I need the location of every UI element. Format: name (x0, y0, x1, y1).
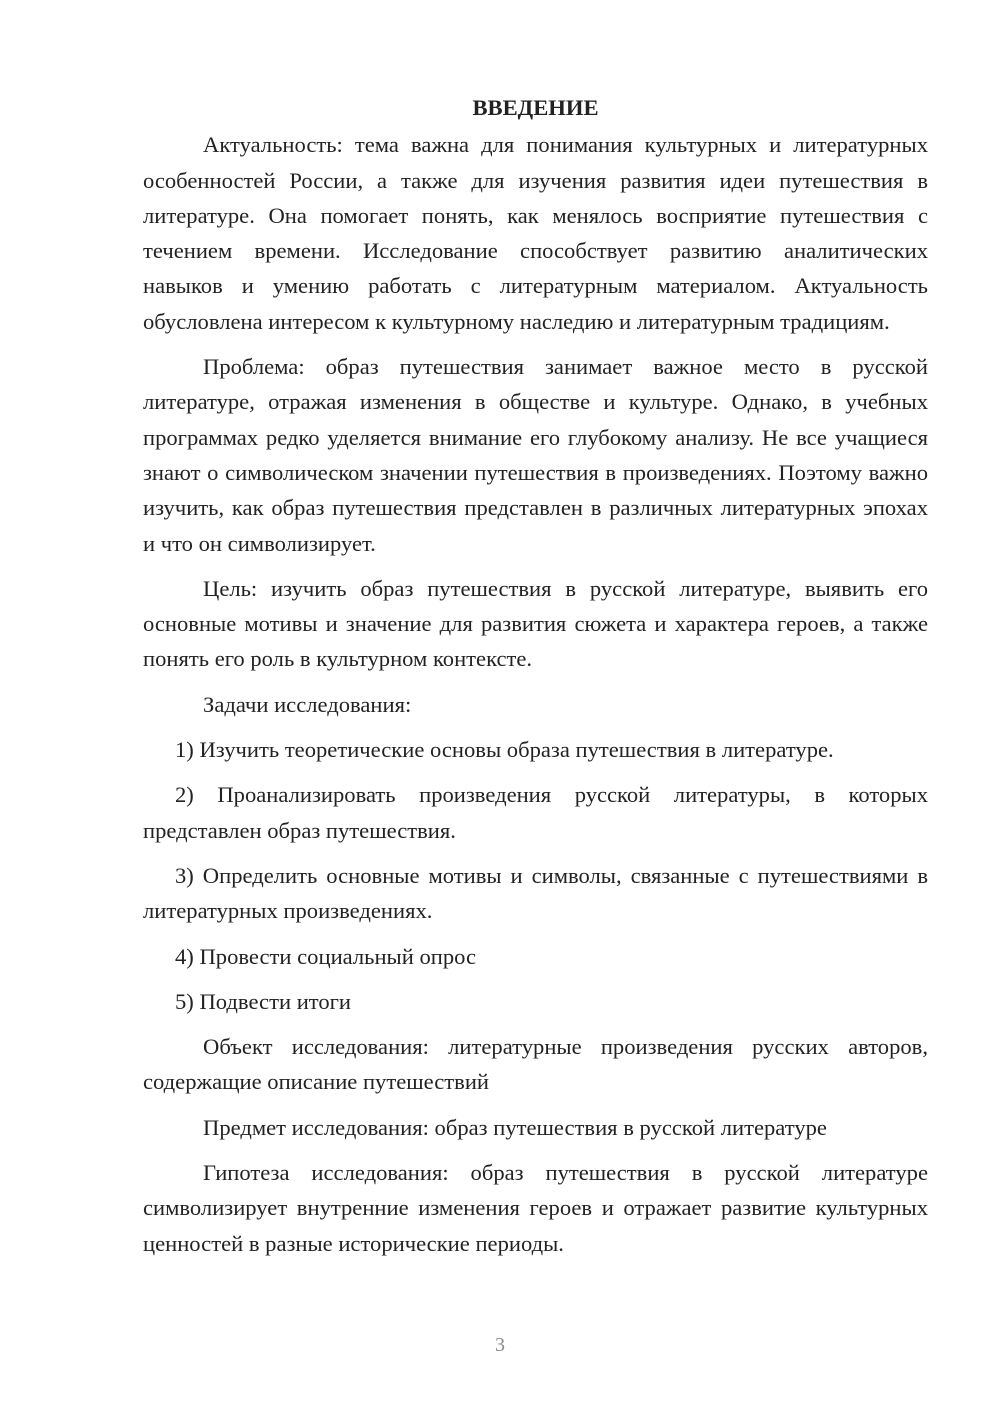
paragraph-relevance: Актуальность: тема важна для понимания культурных и литературных особенностей России, а также для изучения развития идеи путешествия в литературе. Она помогает понять, как менялось восприятие путешествия с течением времени. Исследование способствует развитию аналитических навыков и умению работать с литературным материалом. Актуальность обусловлена интересом к культурному наследию и литературным традициям. (143, 132, 928, 334)
page-content (143, 90, 928, 1271)
paragraph-problem: Проблема: образ путешествия занимает важное место в русской литературе, отражая изменения в обществе и культуре. Однако, в учебных программах редко уделяется внимание его глубокому анализу. Не все учащиеся знают о символическом значении путешествия в произведениях. Поэтому важно изучить, как образ путешествия представлен в различных литературных эпохах и что он символизирует. (143, 354, 928, 556)
page-heading: ВВЕДЕНИЕ (472, 95, 599, 120)
paragraph-subject: Предмет исследования: образ путешествия в русской литературе (203, 1114, 827, 1140)
tasks-title: Задачи исследования: (203, 691, 412, 717)
task-item-4: 4) Провести социальный опрос (175, 943, 477, 969)
task-item-3: 3) Определить основные мотивы и символы, связанные с путешествиями в литературных произведениях. (143, 862, 928, 924)
paragraph-goal: Цель: изучить образ путешествия в русской литературе, выявить его основные мотивы и значение для развития сюжета и характера героев, а также понять его роль в культурном контексте. (143, 575, 928, 672)
page-number: 3 (495, 1334, 505, 1356)
paragraph-object: Объект исследования: литературные произведения русских авторов, содержащие описание путешествий (143, 1034, 928, 1095)
task-item-5: 5) Подвести итоги (175, 988, 352, 1014)
task-item-2: 2) Проанализировать произведения русской литературы, в которых представлен образ путешествия. (143, 782, 928, 843)
task-item-1: 1) Изучить теоретические основы образа путешествия в литературе. (175, 737, 834, 763)
paragraph-hypothesis: Гипотеза исследования: образ путешествия в русской литературе символизирует внутренние изменения героев и отражает развитие культурных ценностей в разные исторические периоды. (143, 1160, 928, 1256)
